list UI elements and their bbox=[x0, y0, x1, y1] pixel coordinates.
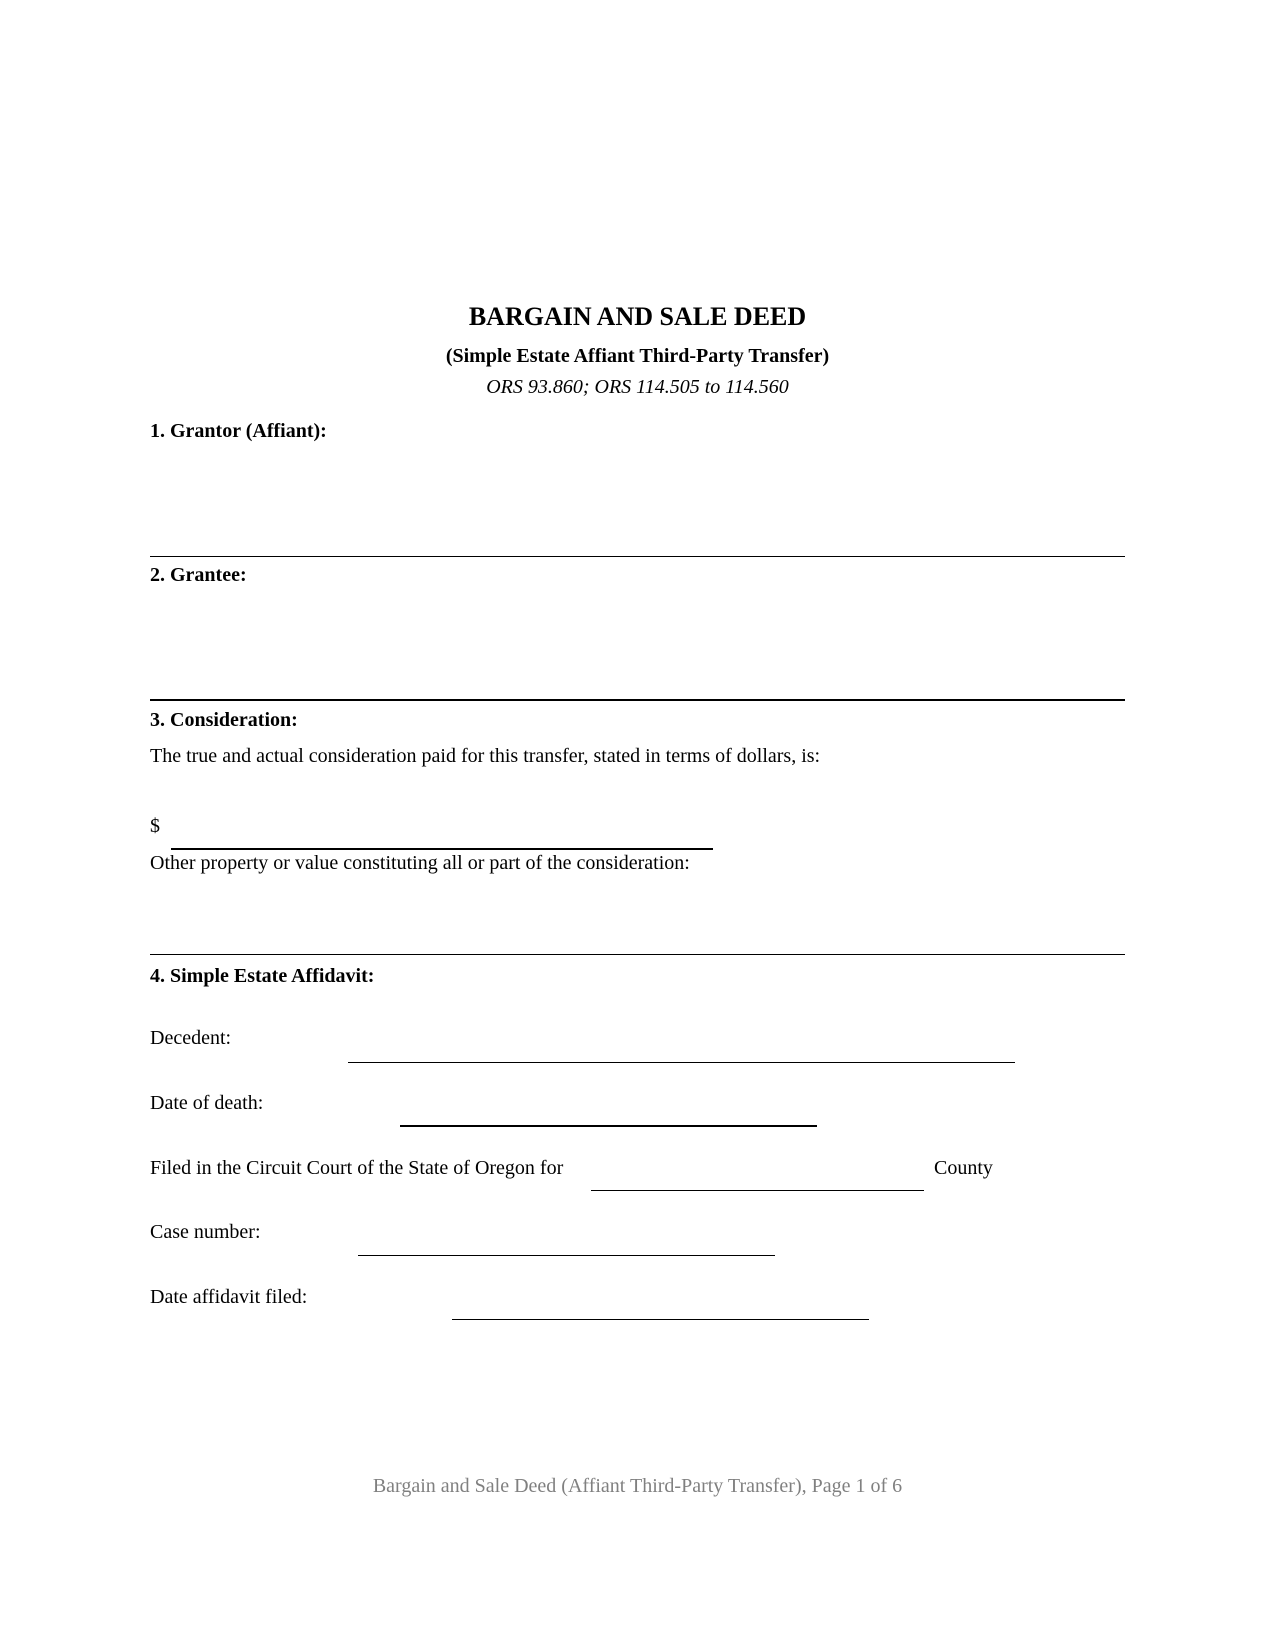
grantor-heading: 1. Grantor (Affiant): bbox=[150, 420, 327, 442]
date-of-death-label: Date of death: bbox=[150, 1092, 264, 1114]
other-property-label: Other property or value constituting all or part of the consideration: bbox=[150, 852, 690, 874]
consideration-amount-line[interactable] bbox=[171, 848, 713, 850]
document-title: BARGAIN AND SALE DEED bbox=[468, 302, 807, 331]
decedent-label: Decedent: bbox=[150, 1027, 232, 1049]
affidavit-heading: 4. Simple Estate Affidavit: bbox=[150, 965, 375, 987]
circuit-court-label: Filed in the Circuit Court of the State of Oregon for bbox=[150, 1157, 564, 1179]
document-subtitle: (Simple Estate Affiant Third-Party Transfer) bbox=[445, 345, 830, 367]
date-affidavit-filed-label: Date affidavit filed: bbox=[150, 1286, 308, 1308]
other-property-entry-line[interactable] bbox=[150, 954, 1125, 955]
grantor-entry-line[interactable] bbox=[150, 556, 1125, 557]
case-number-label: Case number: bbox=[150, 1221, 261, 1243]
decedent-entry-line[interactable] bbox=[348, 1062, 1015, 1063]
date-of-death-entry-line[interactable] bbox=[400, 1125, 817, 1127]
date-affidavit-filed-entry-line[interactable] bbox=[452, 1319, 869, 1320]
case-number-entry-line[interactable] bbox=[358, 1255, 775, 1256]
grantee-entry-line[interactable] bbox=[150, 699, 1125, 701]
page-footer: Bargain and Sale Deed (Affiant Third-Party Transfer), Page 1 of 6 bbox=[372, 1475, 903, 1497]
county-label: County bbox=[934, 1157, 993, 1179]
consideration-statement: The true and actual consideration paid for this transfer, stated in terms of dollars, is: bbox=[150, 745, 821, 767]
grantee-heading: 2. Grantee: bbox=[150, 564, 247, 586]
consideration-heading: 3. Consideration: bbox=[150, 709, 298, 731]
dollar-sign: $ bbox=[150, 815, 160, 837]
county-entry-line[interactable] bbox=[591, 1190, 924, 1191]
statute-reference: ORS 93.860; ORS 114.505 to 114.560 bbox=[486, 376, 789, 398]
